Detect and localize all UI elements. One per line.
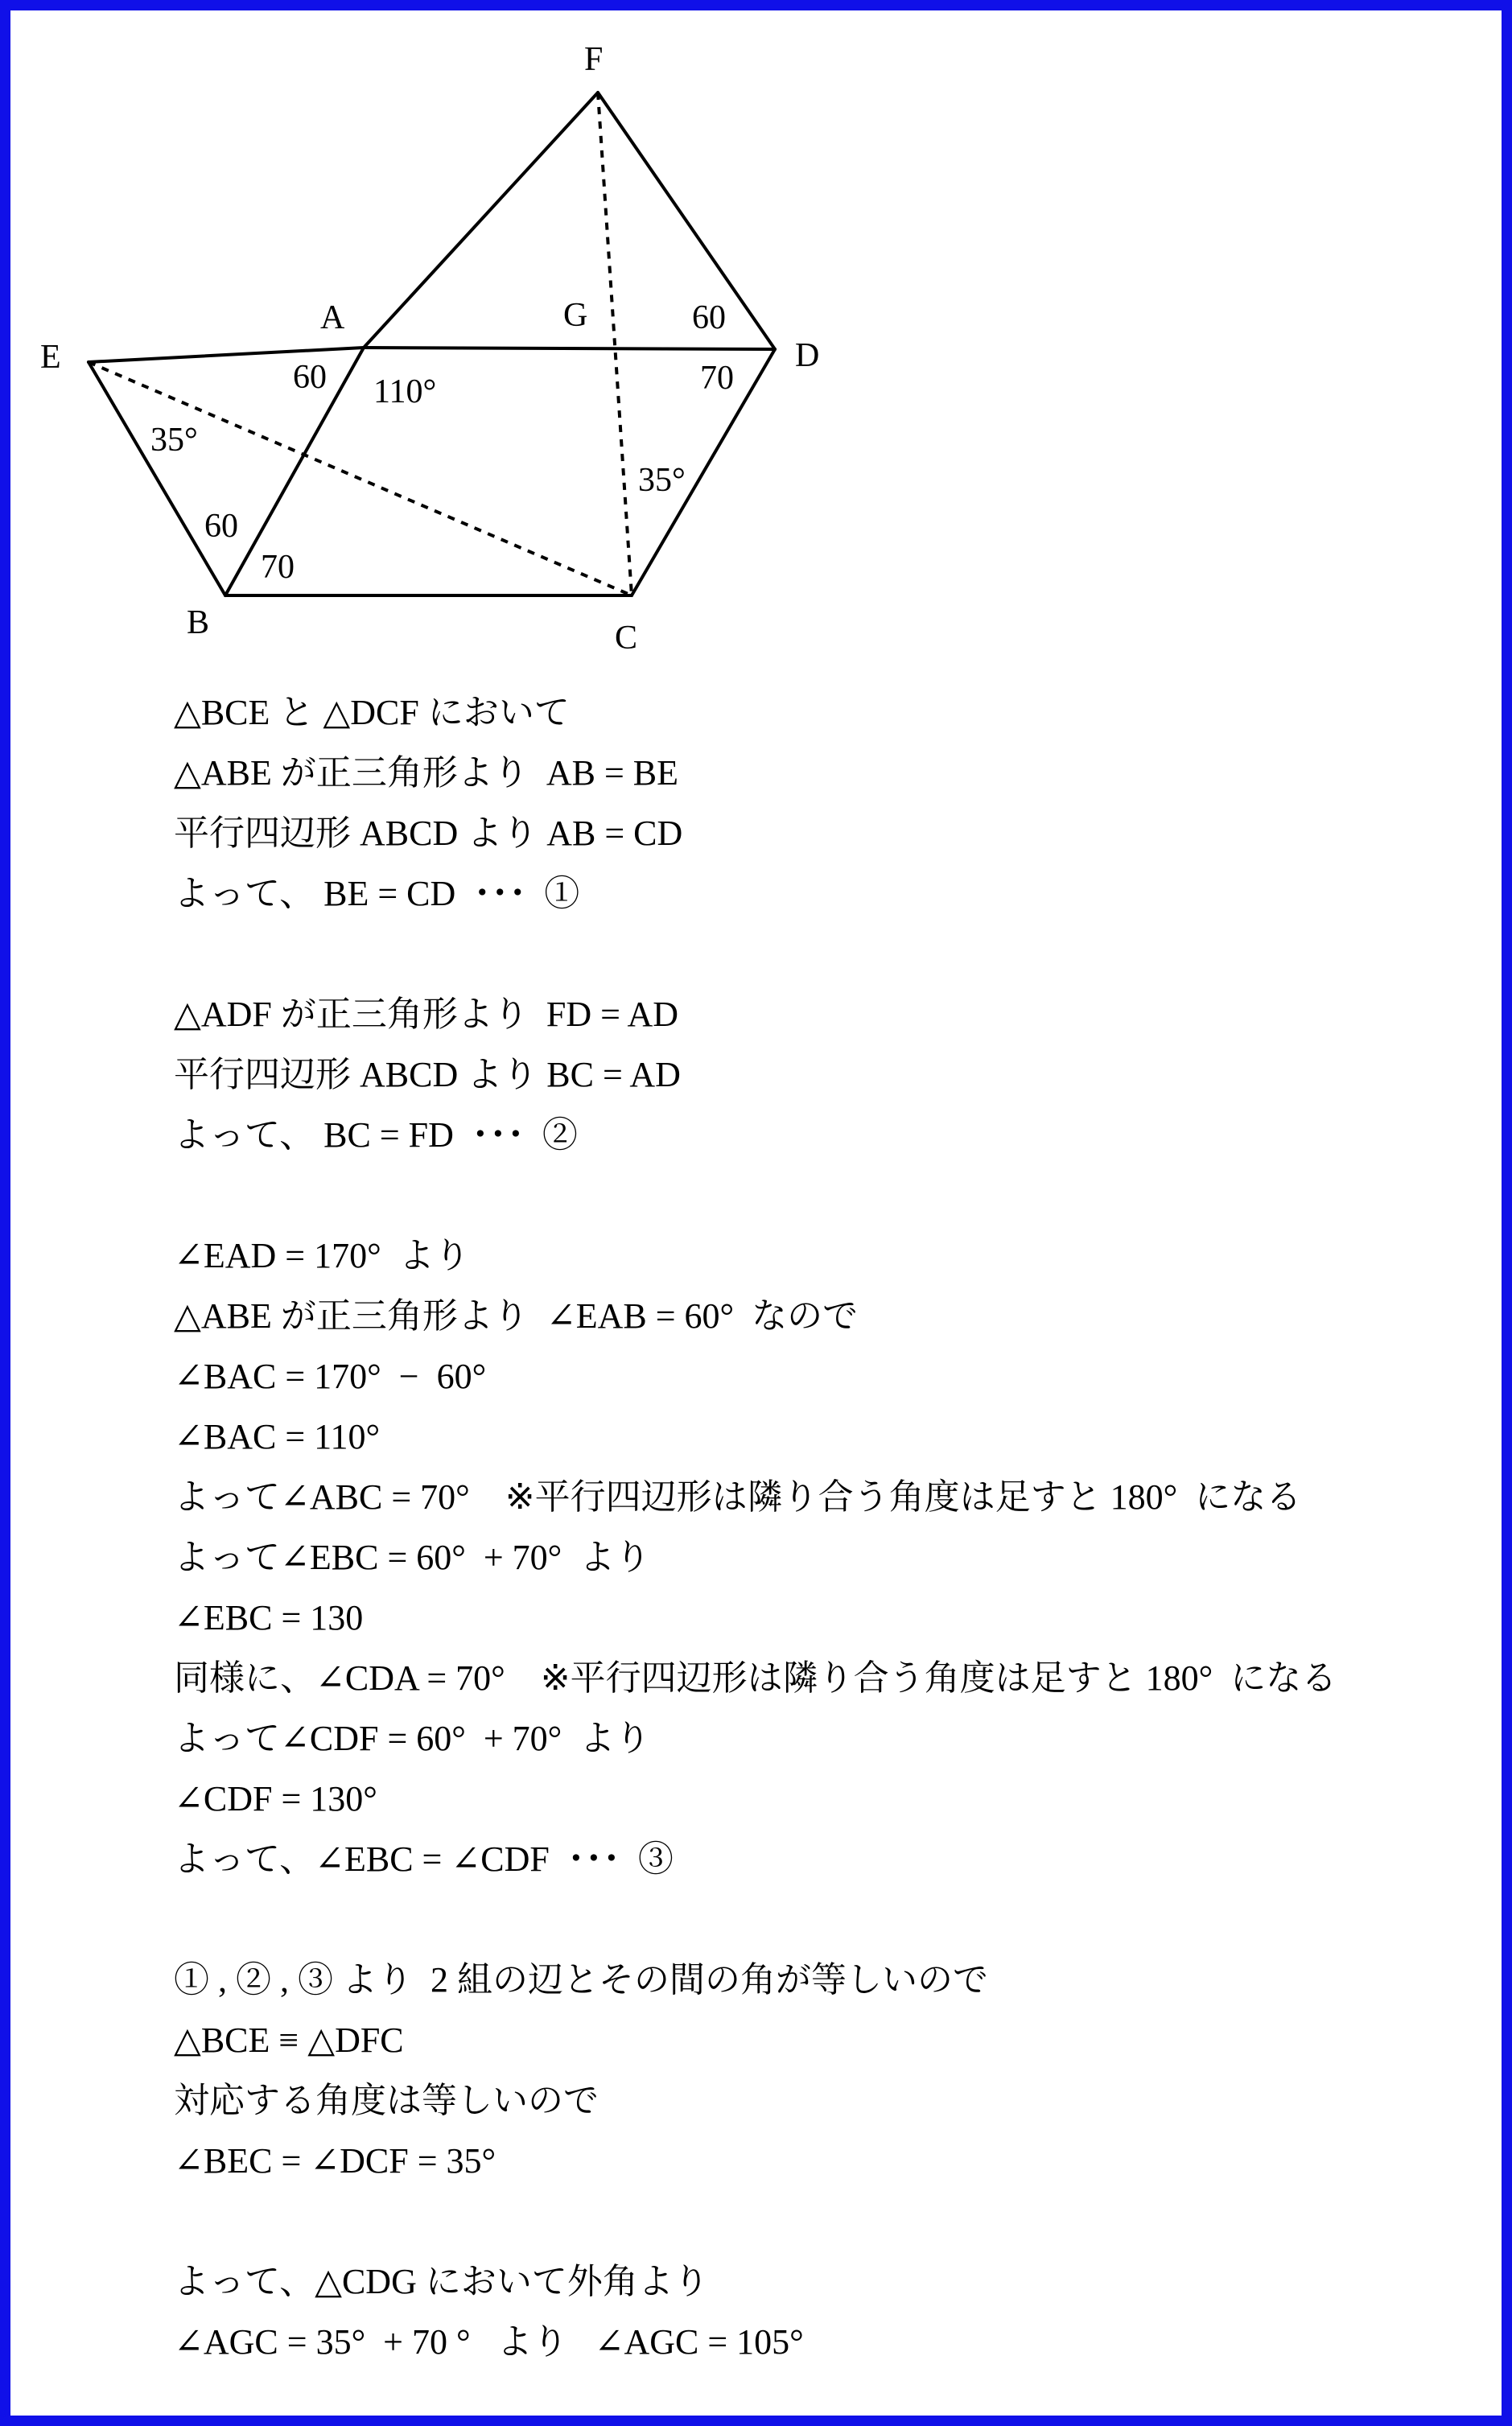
proof-text [174, 682, 1493, 2372]
proof-line: △ADF が正三角形より FD = AD [174, 995, 679, 1034]
proof-line: よって∠EBC = 60° + 70° より [174, 1538, 651, 1577]
proof-line: よって、∠EBC = ∠CDF ･･･ ③ [174, 1839, 674, 1879]
angle-label-fd-bottom: 70 [700, 360, 734, 397]
dashed-E-C [89, 362, 632, 595]
proof-line [174, 924, 1493, 984]
proof-line: 平行四辺形 ABCD より AB = CD [174, 813, 683, 853]
proof-line: ① , ② , ③ より 2 組の辺とその間の角が等しいので [174, 1960, 988, 2000]
angle-label-c-35: 35° [638, 462, 686, 499]
proof-line [174, 1889, 1493, 1950]
edge-A-D [364, 348, 775, 349]
edge-F-D [598, 93, 775, 349]
angle-label-e-35: 35° [150, 422, 198, 459]
angle-label-ea: 60 [293, 359, 327, 396]
proof-line: ∠CDF = 130° [174, 1779, 377, 1818]
proof-line: 対応する角度は等しいので [174, 2081, 599, 2120]
proof-line: よって∠CDF = 60° + 70° より [174, 1719, 651, 1758]
proof-line: ∠BAC = 170° − 60° [174, 1357, 487, 1396]
point-label-A: A [320, 299, 345, 336]
proof-line: よって∠ABC = 70° ※平行四辺形は隣り合う角度は足すと 180° になる [174, 1477, 1302, 1517]
proof-line: ∠AGC = 35° + 70 ° より ∠AGC = 105° [174, 2322, 804, 2362]
angle-label-fd-top: 60 [692, 299, 726, 336]
dashed-F-C [598, 93, 632, 595]
proof-line: 平行四辺形 ABCD より BC = AD [174, 1055, 681, 1094]
proof-line: よって、 BC = FD ･･･ ② [174, 1115, 578, 1155]
proof-line: △ABE が正三角形より ∠EAB = 60° なので [174, 1296, 859, 1336]
point-label-F: F [584, 41, 604, 78]
angle-label-b-70: 70 [261, 549, 295, 586]
geometry-figure [0, 0, 1512, 724]
angle-label-be: 60 [204, 508, 238, 545]
proof-line: ∠BAC = 110° [174, 1417, 381, 1456]
proof-line [174, 1165, 1493, 1225]
point-label-B: B [187, 604, 210, 641]
point-label-E: E [40, 339, 61, 376]
point-label-C: C [615, 620, 638, 657]
edge-E-B [89, 362, 225, 595]
proof-line: よって、△CDG において外角より [174, 2262, 709, 2301]
proof-line: ∠EBC = 130 [174, 1598, 364, 1637]
proof-line: △BCE ≡ △DFC [174, 2020, 404, 2060]
proof-line: △ABE が正三角形より AB = BE [174, 753, 678, 793]
proof-line: ∠BEC = ∠DCF = 35° [174, 2141, 496, 2181]
proof-line: よって、 BE = CD ･･･ ① [174, 874, 580, 913]
proof-line: 同様に、∠CDA = 70° ※平行四辺形は隣り合う角度は足すと 180° になる [174, 1658, 1337, 1698]
proof-line: △BCE と △DCF において [174, 693, 570, 732]
angle-label-a-110: 110° [373, 373, 437, 410]
point-label-G: G [563, 297, 588, 334]
proof-line [174, 2191, 1493, 2251]
proof-line: ∠EAD = 170° より [174, 1236, 470, 1275]
point-label-D: D [795, 337, 820, 374]
